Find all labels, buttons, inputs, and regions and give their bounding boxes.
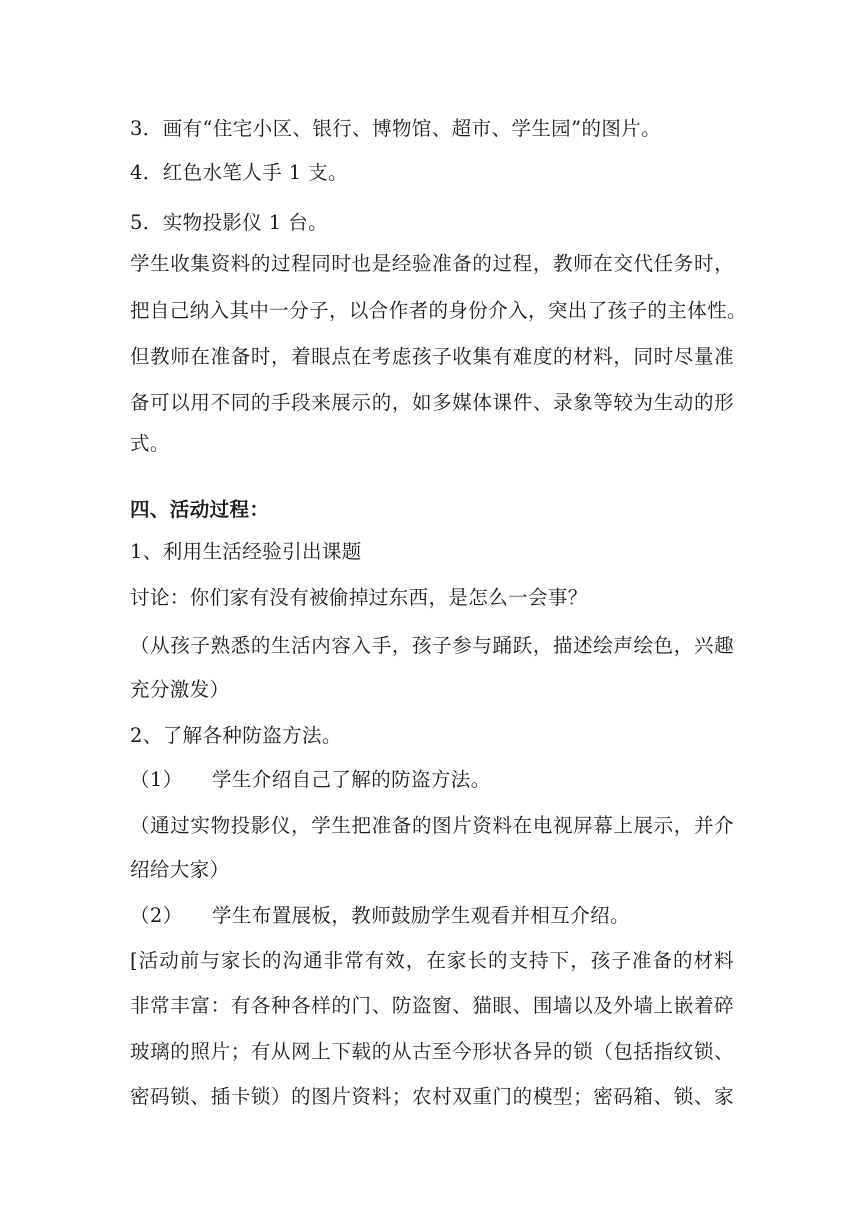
paragraph-line-5: 式。	[130, 432, 170, 455]
note-2-line-2: 绍给大家）	[130, 858, 230, 881]
sub-step-2-text: 学生布置展板，教师鼓励学生观看并相互介绍。	[212, 904, 630, 927]
sub-step-1	[130, 767, 491, 793]
note-1-line-2: 充分激发）	[130, 678, 230, 701]
note-3-line-3: 玻璃的照片；有从网上下载的从古至今形状各异的锁（包括指纹锁、	[130, 1040, 734, 1063]
paragraph-line-2: 把自己纳入其中一分子，以合作者的身份介入，突出了孩子的主体性。	[130, 299, 747, 322]
sub-step-2-number: （2）	[130, 904, 183, 927]
section-heading: 四、活动过程：	[130, 498, 270, 521]
note-3-line-4: 密码锁、插卡锁）的图片资料；农村双重门的模型；密码箱、锁、家	[130, 1085, 734, 1108]
step-2-title: 2、了解各种防盗方法。	[130, 724, 342, 747]
note-1-line-1: （从孩子熟悉的生活内容入手，孩子参与踊跃，描述绘声绘色，兴趣	[130, 634, 734, 657]
step-1-title: 1、利用生活经验引出课题	[130, 540, 362, 563]
sub-step-1-number: （1）	[130, 768, 183, 791]
sub-step-2	[130, 903, 630, 929]
paragraph-line-3: 但教师在准备时，着眼点在考虑孩子收集有难度的材料，同时尽量准	[130, 345, 734, 368]
materials-item-5: 5．实物投影仪 1 台。	[130, 211, 329, 234]
discussion-question: 讨论：你们家有没有被偷掉过东西，是怎么一会事？	[130, 586, 588, 609]
paragraph-line-4: 备可以用不同的手段来展示的，如多媒体课件、录象等较为生动的形	[130, 391, 734, 414]
note-2-line-1: （通过实物投影仪，学生把准备的图片资料在电视屏幕上展示，并介	[130, 814, 734, 837]
materials-item-4: 4．红色水笔人手 1 支。	[130, 161, 348, 184]
materials-item-3: 3．画有“住宅小区、银行、博物馆、超市、学生园”的图片。	[130, 117, 662, 140]
note-3-line-2: 非常丰富：有各种各样的门、防盗窗、猫眼、围墙以及外墙上嵌着碎	[130, 994, 734, 1017]
note-3-line-1: [活动前与家长的沟通非常有效，在家长的支持下，孩子准备的材料	[130, 949, 734, 972]
paragraph-line-1: 学生收集资料的过程同时也是经验准备的过程，教师在交代任务时，	[130, 252, 734, 275]
sub-step-1-text: 学生介绍自己了解的防盗方法。	[212, 768, 491, 791]
